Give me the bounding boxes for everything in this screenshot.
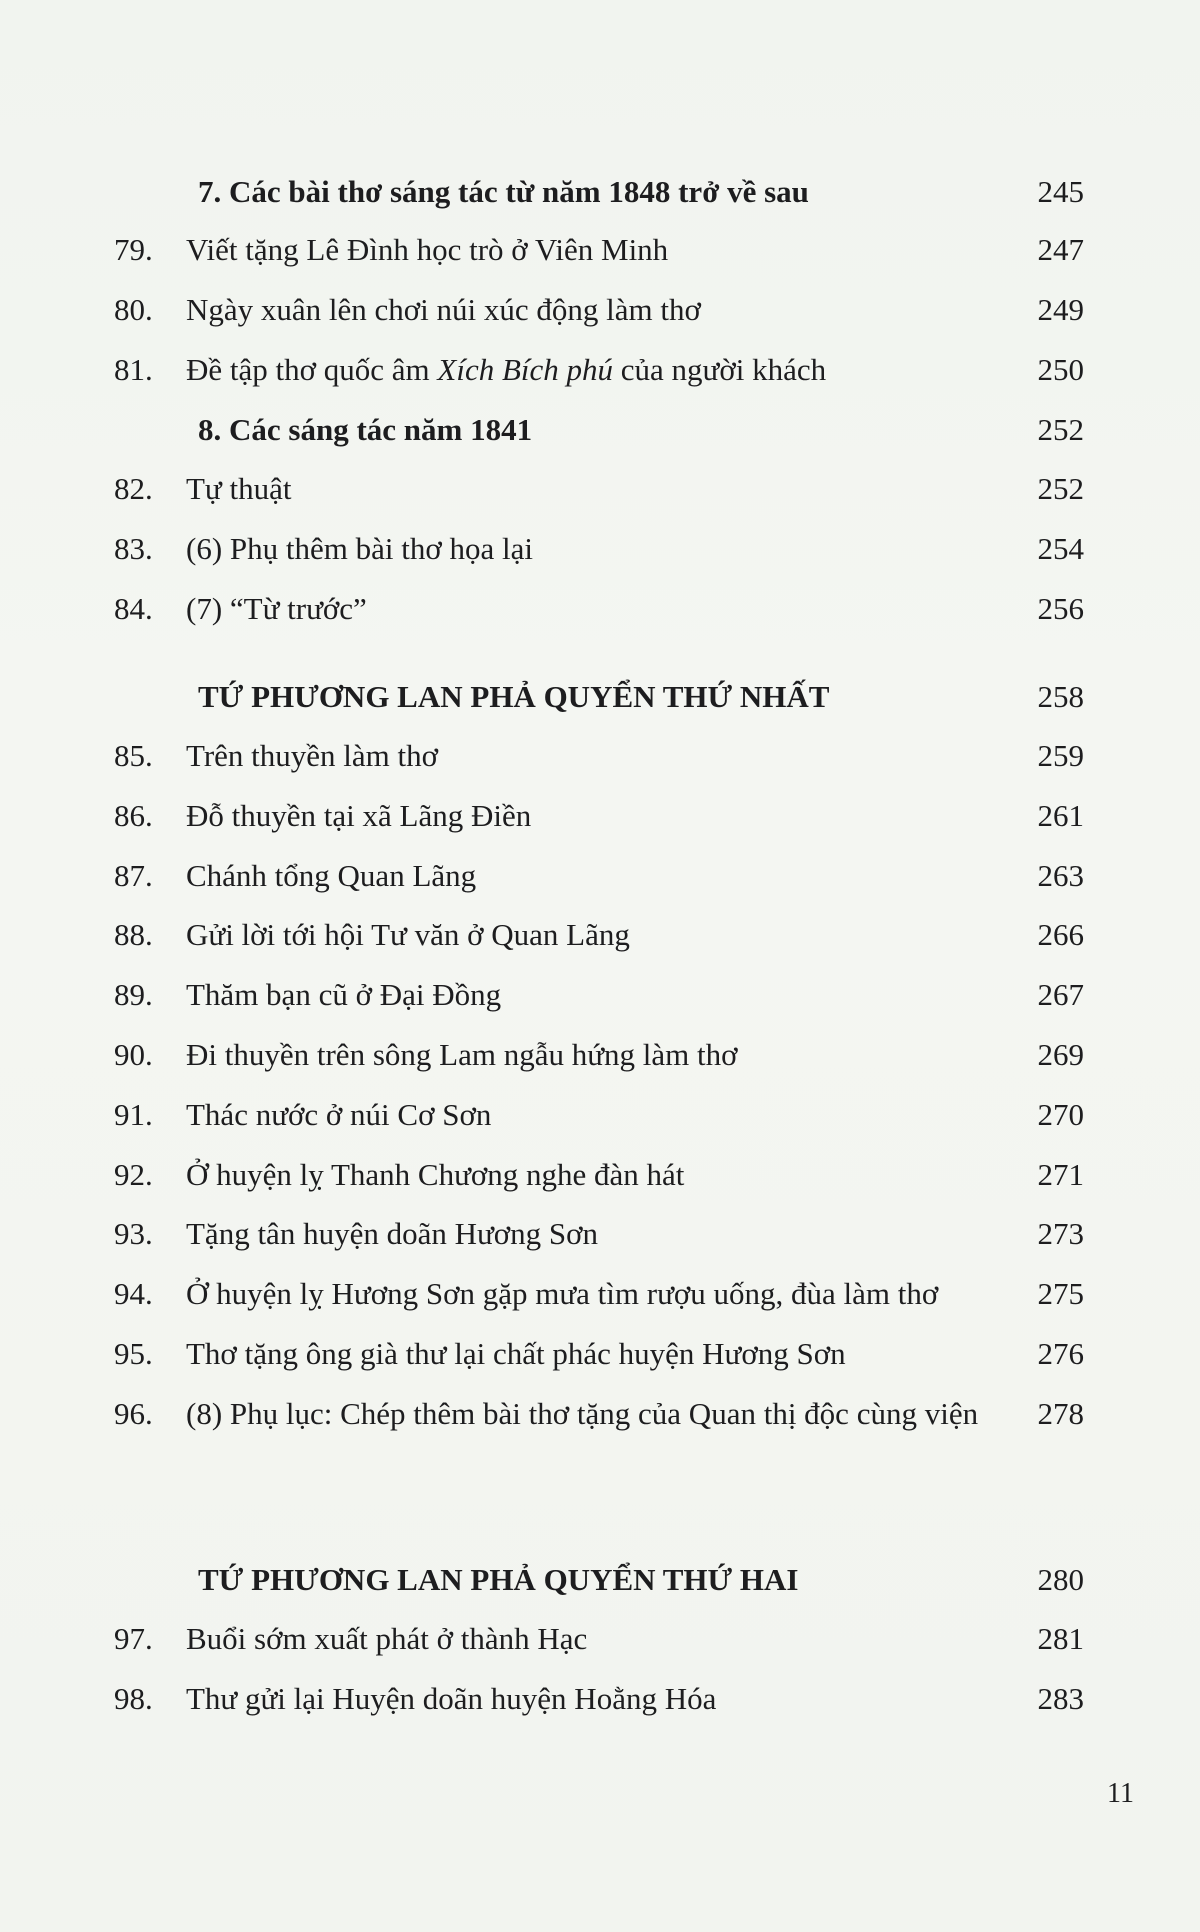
entry-title: Ngày xuân lên chơi núi xúc động làm thơ — [186, 292, 701, 327]
entry-number: 94. — [114, 1276, 153, 1311]
entry-title: Trên thuyền làm thơ — [186, 738, 439, 773]
page-ref: 252 — [1037, 412, 1084, 447]
entry-title: Tặng tân huyện doãn Hương Sơn — [186, 1216, 599, 1251]
entry-title: Đi thuyền trên sông Lam ngẫu hứng làm thơ — [186, 1037, 738, 1072]
entry-number: 85. — [114, 738, 153, 773]
page-ref: 259 — [1037, 738, 1084, 773]
page-ref: 258 — [1037, 679, 1084, 714]
entry-title: Ở huyện lỵ Thanh Chương nghe đàn hát — [186, 1157, 685, 1192]
entry-title: Gửi lời tới hội Tư văn ở Quan Lãng — [186, 917, 630, 952]
title-text: Đề tập thơ quốc âm — [186, 352, 438, 387]
entry-number: 88. — [114, 917, 153, 952]
page-ref: 250 — [1037, 352, 1084, 387]
entry-number: 81. — [114, 352, 153, 387]
page-ref: 283 — [1037, 1681, 1084, 1716]
entry-title: (6) Phụ thêm bài thơ họa lại — [186, 531, 533, 566]
entry-number: 86. — [114, 798, 153, 833]
entry-title: Đỗ thuyền tại xã Lãng Điền — [186, 798, 532, 833]
entry-title — [186, 352, 1006, 388]
entry-title: (8) Phụ lục: Chép thêm bài thơ tặng của Quan thị độc cùng viện — [186, 1396, 979, 1431]
entry-title: Thơ tặng ông già thư lại chất phác huyện Hương Sơn — [186, 1336, 846, 1371]
entry-number: 90. — [114, 1037, 153, 1072]
entry-number: 97. — [114, 1621, 153, 1656]
page-ref: 261 — [1037, 798, 1084, 833]
entry-number: 87. — [114, 858, 153, 893]
entry-number: 91. — [114, 1097, 153, 1132]
entry-title: Chánh tổng Quan Lãng — [186, 858, 477, 893]
entry-number: 96. — [114, 1396, 153, 1431]
page-ref: 271 — [1037, 1157, 1084, 1192]
entry-title: Tự thuật — [186, 471, 292, 506]
title-text: của người khách — [613, 352, 827, 387]
page-ref: 249 — [1037, 292, 1084, 327]
page-ref: 267 — [1037, 977, 1084, 1012]
section-title: TỨ PHƯƠNG LAN PHẢ QUYỂN THỨ HAI — [198, 1562, 799, 1597]
entry-number: 95. — [114, 1336, 153, 1371]
entry-title: Thăm bạn cũ ở Đại Đồng — [186, 977, 502, 1012]
entry-number: 83. — [114, 531, 153, 566]
page-number: 11 — [1107, 1778, 1134, 1809]
page-ref: 245 — [1037, 174, 1084, 209]
page-ref: 281 — [1037, 1621, 1084, 1656]
page-ref: 276 — [1037, 1336, 1084, 1371]
page-ref: 247 — [1037, 232, 1084, 267]
entry-title: Thác nước ở núi Cơ Sơn — [186, 1097, 492, 1132]
page-ref: 256 — [1037, 591, 1084, 626]
entry-number: 79. — [114, 232, 153, 267]
section-title: TỨ PHƯƠNG LAN PHẢ QUYỂN THỨ NHẤT — [198, 679, 830, 714]
entry-title: (7) “Từ trước” — [186, 591, 367, 626]
entry-number: 98. — [114, 1681, 153, 1716]
page-ref: 280 — [1037, 1562, 1084, 1597]
entry-number: 89. — [114, 977, 153, 1012]
page-ref: 275 — [1037, 1276, 1084, 1311]
entry-number: 92. — [114, 1157, 153, 1192]
page-ref: 273 — [1037, 1216, 1084, 1251]
page-ref: 269 — [1037, 1037, 1084, 1072]
page-ref: 252 — [1037, 471, 1084, 506]
section-title: 7. Các bài thơ sáng tác từ năm 1848 trở về sau — [198, 174, 809, 209]
entry-title: Ở huyện lỵ Hương Sơn gặp mưa tìm rượu uống, đùa làm thơ — [186, 1276, 939, 1311]
entry-number: 93. — [114, 1216, 153, 1251]
title-italic-text: Xích Bích phú — [437, 352, 614, 387]
entry-title: Thư gửi lại Huyện doãn huyện Hoằng Hóa — [186, 1681, 717, 1716]
entry-number: 82. — [114, 471, 153, 506]
entry-title: Viết tặng Lê Đình học trò ở Viên Minh — [186, 232, 669, 267]
page-ref: 278 — [1037, 1396, 1084, 1431]
section-title: 8. Các sáng tác năm 1841 — [198, 412, 533, 447]
entry-number: 80. — [114, 292, 153, 327]
page-ref: 263 — [1037, 858, 1084, 893]
entry-title: Buổi sớm xuất phát ở thành Hạc — [186, 1621, 588, 1656]
entry-number: 84. — [114, 591, 153, 626]
page-ref: 266 — [1037, 917, 1084, 952]
page-ref: 254 — [1037, 531, 1084, 566]
page-ref: 270 — [1037, 1097, 1084, 1132]
